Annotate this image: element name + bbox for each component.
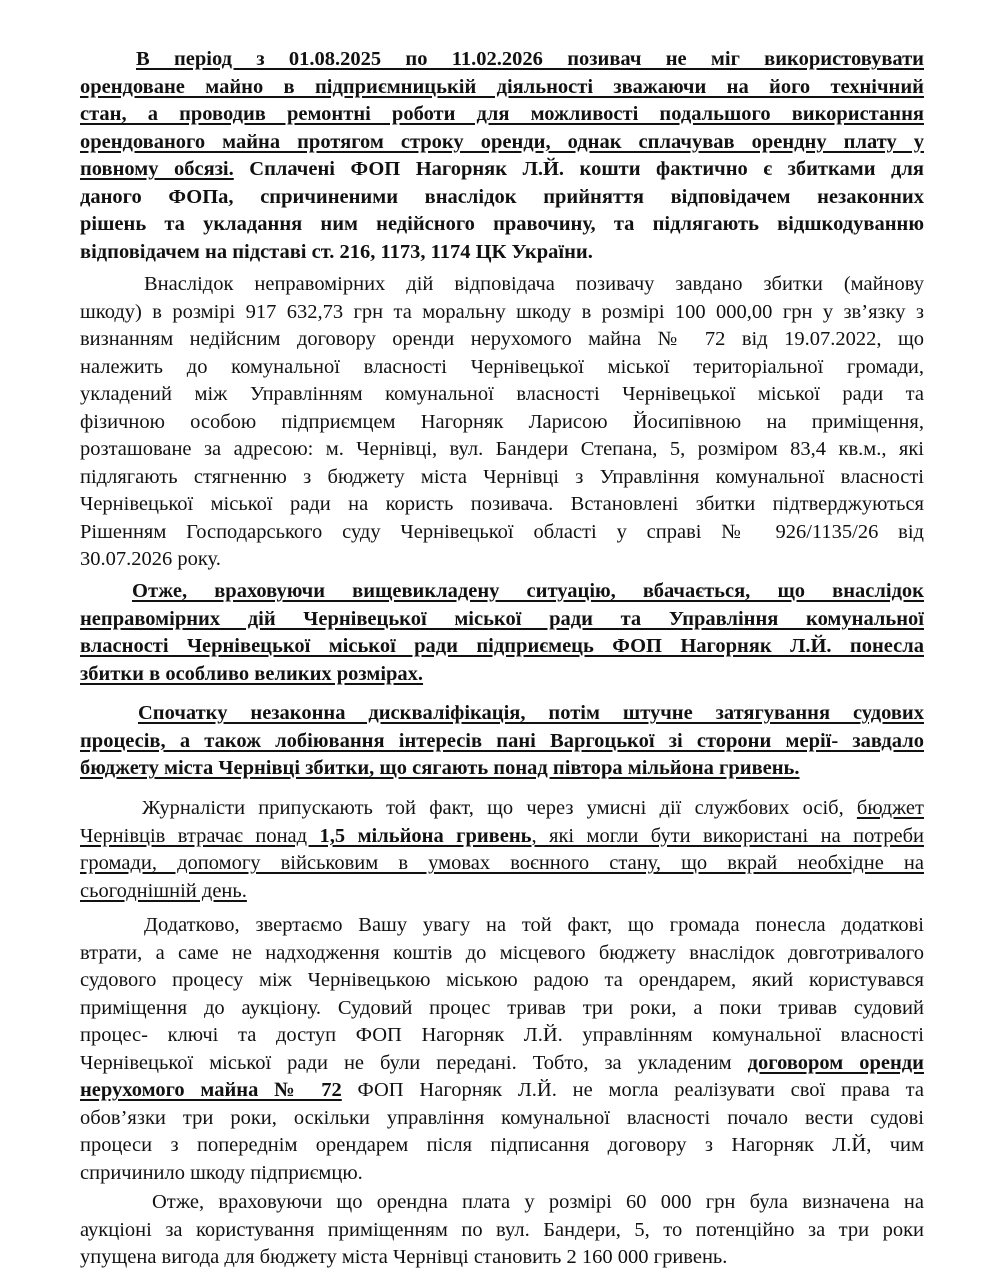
paragraph-1 [80, 46, 924, 266]
p5-line-2: Чернівців втрачає понад 1,5 мільйона гривень, які могли бути використані на потреби [80, 824, 924, 847]
p6-line-2: втрати, а саме не надходження коштів до місцевого бюджету внаслідок довготривалого [80, 941, 924, 964]
p6-line-4: приміщення до аукціону. Судовий процес тривав три роки, а поки тривав судовий [80, 996, 924, 1019]
p6-line-3: судового процесу між Чернівецькою міською радою та орендарем, який користувався [80, 969, 924, 991]
p2-line-8: підлягають стягненню з бюджету міста Чернівці з Управління комунальної власності [80, 465, 924, 488]
paragraph-4 [80, 700, 924, 783]
p2-line-3: визнанням недійсним договору оренди нерухомого майна № 72 від 19.07.2022, що [80, 328, 924, 350]
paragraph-5 [80, 795, 924, 905]
p1-line-8: відповідачем на підставі ст. 216, 1173, 1174 ЦК України. [80, 240, 593, 263]
p6-line-8: обов’язки три роки, оскільки управління комунальної власності почало вести судові [80, 1106, 924, 1129]
p6-line-10: спричинило шкоду підприємцю. [80, 1161, 363, 1184]
paragraph-3 [80, 578, 924, 688]
p2-line-6: фізичною особою підприємцем Нагорняк Ларисою Йосипівною на приміщення, [80, 410, 924, 433]
p2-line-11: 30.07.2026 року. [80, 548, 221, 570]
p4-line-1: Спочатку незаконна дискваліфікація, потім штучне затягування судових [138, 702, 924, 724]
p6-line-1: Додатково, звертаємо Вашу увагу на той факт, що громада понесла додаткові [144, 914, 924, 936]
p6-line-7: нерухомого майна № 72 ФОП Нагорняк Л.Й. не могла реалізувати свої права та [80, 1079, 924, 1101]
p2-line-4: належить до комунальної власності Чернівецької міської територіальної громади, [80, 355, 924, 378]
p1-line-6: даного ФОПа, спричиненими внаслідок прийняття відповідачем незаконних [80, 185, 924, 208]
paragraph-7 [80, 1189, 924, 1272]
p5-line-3: громади, допомогу військовим в умовах воєнного стану, що вкрай необхідне на [80, 852, 924, 874]
p7-line-1: Отже, враховуючи що орендна плата у розмірі 60 000 грн була визначена на [152, 1191, 924, 1213]
p2-line-7: розташоване за адресою: м. Чернівці, вул. Бандери Степана, 5, розміром 83,4 кв.м., які [80, 438, 924, 460]
p5-line-1: Журналісти припускають той факт, що через умисні дії службових осіб, бюджет [142, 797, 924, 819]
p3-line-4: збитки в особливо великих розмірах. [80, 662, 424, 685]
p4-line-3: бюджету міста Чернівці збитки, що сягають понад півтора мільйона гривень. [80, 757, 800, 779]
p1-line-3: стан, а проводив ремонтні роботи для можливості подальшого використання [80, 103, 924, 125]
p7-line-3: упущена вигода для бюджету міста Чернівці становить 2 160 000 гривень. [80, 1246, 728, 1268]
p1-line-5: повному обсязі. Сплачені ФОП Нагорняк Л.Й. кошти фактично є збитками для [80, 158, 924, 180]
p3-line-1: Отже, враховуючи вищевикладену ситуацію, вбачається, що внаслідок [132, 580, 924, 602]
p5-line-4: сьогоднішній день. [80, 879, 247, 902]
p2-line-10: Рішенням Господарського суду Чернівецької області у справі № 926/1135/26 від [80, 520, 924, 543]
p6-line-5: процес- ключі та доступ ФОП Нагорняк Л.Й. управлінням комунальної власності [80, 1024, 924, 1046]
p2-line-5: укладений між Управлінням комунальної власності Чернівецької міської ради та [80, 383, 924, 405]
p6-line-6: Чернівецької міської ради не були передані. Тобто, за укладеним договором оренди [80, 1051, 924, 1074]
p1-line-7: рішень та укладання ним недійсного правочину, та підлягають відшкодуванню [80, 213, 924, 235]
p1-line-1: В період з 01.08.2025 по 11.02.2026 позивач не міг використовувати [136, 48, 924, 70]
p7-line-2: аукціоні за користування приміщенням по вул. Бандери, 5, то потенційно за три роки [80, 1218, 924, 1241]
paragraph-2 [80, 271, 924, 574]
p2-line-1: Внаслідок неправомірних дій відповідача позивачу завдано збитки (майнову [144, 273, 924, 295]
p4-line-2: процесів, а також лобіювання інтересів пані Варгоцької зі сторони мерії- завдало [80, 729, 924, 752]
p3-line-2: неправомірних дій Чернівецької міської ради та Управління комунальної [80, 607, 924, 630]
p1-line-2: орендоване майно в підприємницькій діяльності зважаючи на його технічний [80, 75, 924, 98]
p2-line-9: Чернівецької міської ради на користь позивача. Встановлені збитки підтверджуються [80, 493, 924, 515]
p6-line-9: процеси з попереднім орендарем після підписання договору з Нагорняк Л.Й, чим [80, 1134, 924, 1156]
p2-line-2: шкоду) в розмірі 917 632,73 грн та моральну шкоду в розмірі 100 000,00 грн у зв’язку з [80, 300, 924, 323]
p1-line-4: орендованого майна протягом строку оренди, однак сплачував орендну плату у [80, 130, 924, 153]
paragraph-6 [80, 912, 924, 1187]
p3-line-3: власності Чернівецької міської ради підприємець ФОП Нагорняк Л.Й. понесла [80, 635, 924, 657]
